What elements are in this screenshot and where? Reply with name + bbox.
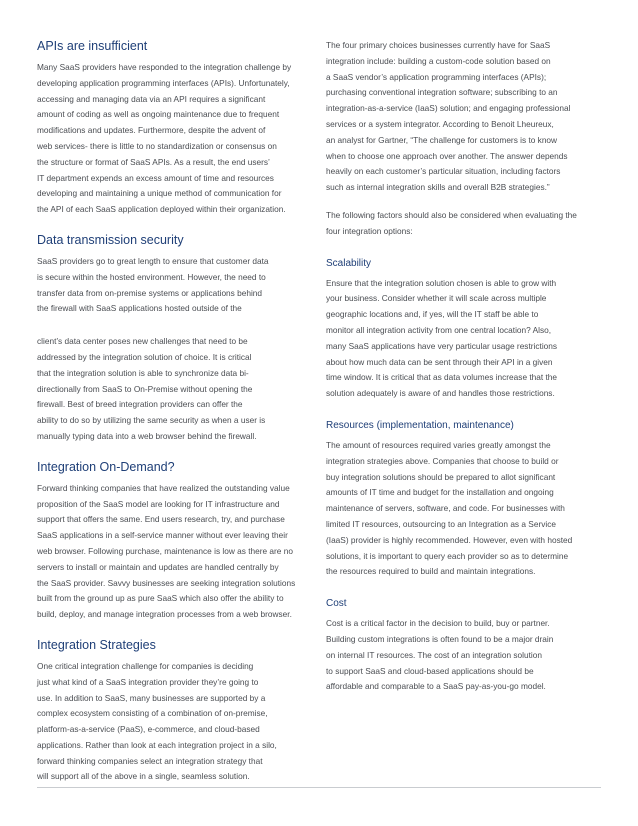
- text-line: build, deploy, and manage integration processes from a web browser.: [37, 609, 292, 620]
- text-line: Building custom integrations is often found to be a major drain: [326, 633, 554, 644]
- text-line: ability to do so by utilizing the same security as when a user is: [37, 415, 266, 426]
- text-line: accessing and managing data via an API requires a significant: [37, 93, 266, 104]
- text-line: SaaS providers go to great length to ensure that customer data: [37, 255, 269, 266]
- text-line: transfer data from on-premise systems or applications behind: [37, 287, 263, 298]
- text-line: use. In addition to SaaS, many businesses are supported by a: [37, 692, 266, 703]
- text-line: services or a system integrator. According to Benoit Lheureux,: [326, 118, 554, 129]
- text-line: will support all of the above in a single, seamless solution.: [37, 771, 250, 782]
- text-line: a SaaS vendor’s application programming interfaces (APIs);: [326, 71, 547, 82]
- text-line: forward thinking companies select an integration strategy that: [37, 755, 263, 766]
- text-line: client’s data center poses new challenges that need to be: [37, 336, 248, 347]
- text-line: (IaaS) provider is highly recommended. However, even with hosted: [326, 534, 573, 545]
- footer-divider: [37, 787, 601, 788]
- text-line: purchasing conventional integration software; subscribing to an: [326, 87, 558, 98]
- paragraph-data-security-1: [37, 254, 311, 317]
- text-line: on internal IT resources. The cost of an integration solution: [326, 649, 542, 660]
- text-line: heavily on each customer’s particular situation, including factors: [326, 166, 561, 177]
- text-line: One critical integration challenge for companies is deciding: [37, 660, 254, 671]
- text-line: solution adequately is aware of and handles those restrictions.: [326, 388, 555, 399]
- text-line: limited IT resources, outsourcing to an Integration as a Service: [326, 518, 556, 529]
- text-line: affordable and comparable to a SaaS pay-as-you-go model.: [326, 681, 546, 692]
- text-line: integration-as-a-service (IaaS) solution; and engaging professional: [326, 103, 571, 114]
- paragraph-data-security-2: [37, 334, 311, 445]
- text-line: integration include: building a custom-code solution based on: [326, 55, 551, 66]
- text-line: The amount of resources required varies greatly amongst the: [326, 439, 551, 450]
- text-line: amounts of IT time and budget for the installation and ongoing: [326, 487, 554, 498]
- text-line: platform-as-a-service (PaaS), e-commerce, and cloud-based: [37, 724, 260, 735]
- paragraph-cost: [326, 616, 601, 695]
- text-line: the firewall with SaaS applications hosted outside of the: [37, 303, 242, 314]
- paragraph-intro-primary-choices: [326, 38, 601, 196]
- text-line: about how much data can be sent through their API in a given: [326, 356, 553, 367]
- text-line: Cost is a critical factor in the decision to build, buy or partner.: [326, 618, 550, 629]
- text-line: The following factors should also be considered when evaluating the: [326, 209, 577, 220]
- heading-resources: Resources (implementation, maintenance): [326, 419, 514, 431]
- text-line: when to choose one approach over another. The answer depends: [326, 150, 568, 161]
- text-line: complex ecosystem consisting of a combination of on-premise,: [37, 708, 268, 719]
- paragraph-integration-strategies: [37, 659, 311, 785]
- text-line: servers to install or maintain and updates are handled centrally by: [37, 561, 279, 572]
- text-line: an analyst for Gartner, “The challenge for customers is to know: [326, 134, 558, 145]
- text-line: buy integration solutions should be prepared to allot significant: [326, 471, 556, 482]
- text-line: just what kind of a SaaS integration provider they’re going to: [37, 676, 259, 687]
- text-line: developing application programming interfaces (APIs). Unfortunately,: [37, 77, 290, 88]
- text-line: is secure within the hosted environment. However, the need to: [37, 271, 266, 282]
- text-line: amount of coding as well as ongoing maintenance due to frequent: [37, 109, 280, 120]
- text-line: the resources required to build and maintain integrations.: [326, 566, 536, 577]
- text-line: such as internal integration skills and overall B2B strategies.”: [326, 182, 550, 193]
- text-line: IT department expends an excess amount of time and resources: [37, 172, 274, 183]
- text-line: applications. Rather than look at each integration project in a silo,: [37, 739, 277, 750]
- text-line: manually typing data into a web browser behind the firewall.: [37, 430, 257, 441]
- paragraph-intro-factors: [326, 208, 601, 240]
- text-line: web browser. Following purchase, maintenance is low as there are no: [37, 545, 293, 556]
- heading-cost: Cost: [326, 598, 347, 610]
- text-line: maintenance of servers, software, and code. For businesses with: [326, 503, 565, 514]
- text-line: modifications and updates. Furthermore, despite the advent of: [37, 125, 266, 136]
- left-column: [37, 38, 311, 785]
- text-line: addressed by the integration solution of choice. It is critical: [37, 351, 252, 362]
- text-line: support that offers the same. End users research, try, and purchase: [37, 514, 285, 525]
- text-line: directionally from SaaS to On-Premise without opening the: [37, 383, 253, 394]
- text-line: SaaS applications in a self-service manner without ever leaving their: [37, 530, 288, 541]
- paragraph-resources: [326, 438, 601, 580]
- text-line: four integration options:: [326, 225, 413, 236]
- text-line: developing and maintaining a unique method of communication for: [37, 188, 282, 199]
- heading-integration-on-demand: Integration On-Demand?: [37, 459, 175, 474]
- text-line: monitor all integration activity from one central location? Also,: [326, 324, 552, 335]
- text-line: integration strategies above. Companies that choose to build or: [326, 455, 559, 466]
- text-line: proposition of the SaaS model are looking for IT infrastructure and: [37, 498, 280, 509]
- text-line: your business. Consider whether it will scale across multiple: [326, 293, 547, 304]
- right-column: [326, 38, 601, 695]
- heading-scalability: Scalability: [326, 257, 372, 269]
- heading-integration-strategies: Integration Strategies: [37, 637, 156, 652]
- paragraph-integration-on-demand: [37, 481, 311, 623]
- paragraph-apis-insufficient: [37, 60, 311, 218]
- text-line: the API of each SaaS application deployed within their organization.: [37, 204, 286, 215]
- text-line: Ensure that the integration solution chosen is able to grow with: [326, 277, 557, 288]
- text-line: that the integration solution is able to synchronize data bi-: [37, 367, 249, 378]
- text-line: to support SaaS and cloud-based applications should be: [326, 665, 534, 676]
- text-line: the structure or format of SaaS APIs. As a result, the end users’: [37, 156, 270, 167]
- text-line: built from the ground up as pure SaaS which also offer the ability to: [37, 593, 284, 604]
- text-line: many SaaS applications have very particular usage restrictions: [326, 340, 558, 351]
- text-line: firewall. Best of breed integration providers can offer the: [37, 399, 243, 410]
- heading-data-transmission-security: Data transmission security: [37, 232, 184, 247]
- text-line: the SaaS provider. Savvy businesses are seeking integration solutions: [37, 577, 296, 588]
- text-line: solutions, it is important to query each provider so as to determine: [326, 550, 569, 561]
- text-line: Forward thinking companies that have realized the outstanding value: [37, 482, 290, 493]
- text-line: geographic locations and, if yes, will the IT staff be able to: [326, 309, 539, 320]
- paragraph-scalability: [326, 276, 601, 402]
- text-line: web services- there is little to no standardization or consensus on: [37, 140, 277, 151]
- heading-apis-insufficient: APIs are insufficient: [37, 39, 148, 53]
- text-line: time window. It is critical that as data volumes increase that the: [326, 372, 558, 383]
- text-line: Many SaaS providers have responded to the integration challenge by: [37, 62, 292, 72]
- text-line: The four primary choices businesses currently have for SaaS: [326, 40, 551, 50]
